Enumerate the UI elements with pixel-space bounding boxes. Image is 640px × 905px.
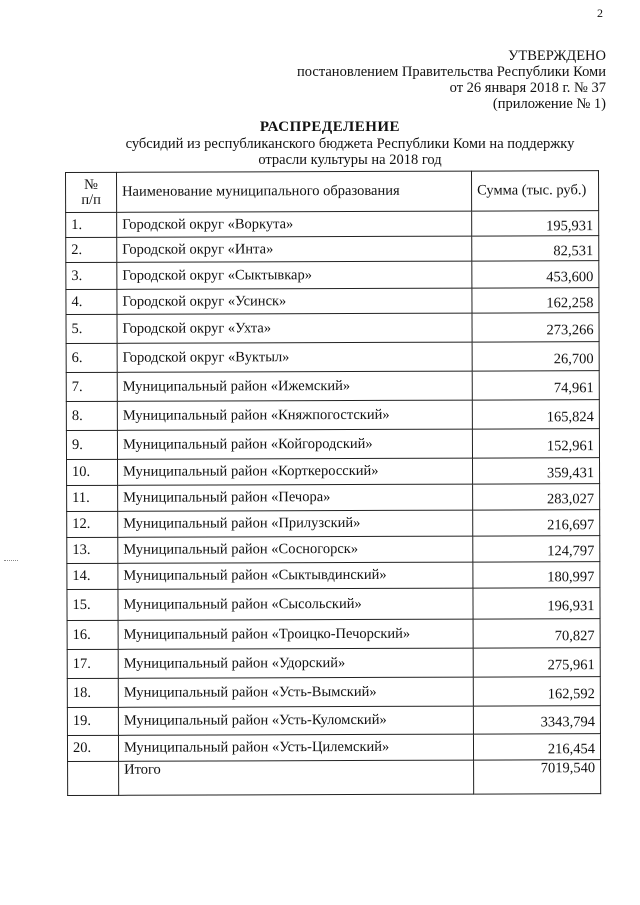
row-municipality: Муниципальный район «Усть-Цилемский»	[118, 734, 473, 761]
approval-line-approved: УТВЕРЖДЕНО	[508, 48, 606, 64]
table-row	[67, 734, 600, 762]
table-row	[66, 261, 599, 290]
table-row	[66, 211, 599, 238]
table-row	[67, 484, 600, 512]
row-number: 13.	[67, 537, 118, 563]
row-sum: 162,592	[473, 677, 600, 706]
row-municipality: Муниципальный район «Печора»	[118, 484, 473, 511]
row-municipality: Городской округ «Инта»	[117, 236, 472, 262]
row-number: 20.	[67, 735, 118, 761]
row-number: 16.	[67, 620, 118, 649]
row-number: 4.	[66, 289, 117, 314]
row-number: 6.	[66, 343, 117, 372]
approval-stamp	[297, 48, 606, 112]
row-number: 12.	[67, 511, 118, 537]
row-sum: 162,258	[472, 288, 599, 313]
table-row	[66, 371, 599, 402]
header-number-sign: №	[84, 176, 98, 193]
margin-mark	[4, 560, 18, 561]
total-sum: 7019,540	[474, 760, 601, 794]
row-municipality: Муниципальный район «Удорский»	[118, 648, 473, 678]
row-municipality: Муниципальный район «Сыктывдинский»	[118, 562, 473, 589]
row-number: 17.	[67, 649, 118, 678]
subtitle-line-1: субсидий из республиканского бюджета Республики Коми на поддержку	[125, 136, 575, 152]
document-subtitle	[30, 136, 640, 168]
row-number: 18.	[67, 678, 118, 707]
row-municipality: Муниципальный район «Ижемский»	[117, 371, 472, 401]
table-row	[67, 619, 600, 650]
table-row	[67, 458, 600, 486]
row-municipality: Муниципальный район «Княжпогостский»	[117, 400, 472, 430]
row-municipality: Городской округ «Сыктывкар»	[117, 261, 472, 289]
table-row	[66, 236, 599, 263]
table-row	[67, 706, 600, 736]
row-sum: 165,824	[472, 400, 599, 429]
row-number: 11.	[67, 485, 118, 511]
table-row	[67, 588, 600, 621]
row-municipality: Муниципальный район «Усть-Вымский»	[118, 677, 473, 707]
header-number	[66, 172, 117, 212]
approval-line-decree: постановлением Правительства Республики Коми	[297, 64, 606, 80]
table-row	[66, 288, 599, 315]
row-number: 5.	[66, 314, 117, 343]
row-number: 1.	[66, 212, 117, 237]
row-municipality: Муниципальный район «Койгородский»	[117, 429, 472, 459]
row-number: 8.	[66, 401, 117, 430]
row-number: 14.	[67, 563, 118, 589]
row-municipality: Муниципальный район «Корткеросский»	[118, 458, 473, 485]
approval-line-appendix: (приложение № 1)	[492, 96, 606, 112]
row-number: 10.	[67, 459, 118, 485]
row-municipality: Городской округ «Вуктыл»	[117, 342, 472, 372]
row-number: 3.	[66, 262, 117, 289]
table-row	[66, 400, 599, 431]
row-municipality: Муниципальный район «Прилузский»	[118, 510, 473, 537]
row-number: 2.	[66, 237, 117, 262]
table-row	[67, 677, 600, 708]
table-row	[67, 648, 600, 679]
row-municipality: Городской округ «Ухта»	[117, 313, 472, 343]
row-sum: 195,931	[472, 211, 599, 236]
row-sum: 152,961	[472, 429, 599, 458]
row-sum: 180,997	[473, 562, 600, 588]
table-header-row	[66, 171, 599, 213]
table-row	[66, 429, 599, 460]
row-number: 15.	[67, 589, 118, 620]
row-sum: 283,027	[473, 484, 600, 510]
row-number: 7.	[66, 372, 117, 401]
total-number-cell	[68, 761, 119, 795]
row-sum: 453,600	[472, 261, 599, 288]
total-label: Итого	[119, 760, 474, 795]
document-title: РАСПРЕДЕЛЕНИЕ	[259, 119, 401, 135]
row-municipality: Муниципальный район «Сысольский»	[118, 588, 473, 620]
header-municipality: Наименование муниципального образования	[117, 171, 472, 212]
row-municipality: Городской округ «Воркута»	[117, 211, 472, 237]
subsidy-distribution-table	[65, 170, 601, 796]
row-municipality: Муниципальный район «Троицко-Печорский»	[118, 619, 473, 649]
row-sum: 124,797	[473, 536, 600, 562]
table-body	[66, 211, 601, 762]
row-sum: 3343,794	[473, 706, 600, 734]
row-sum: 74,961	[472, 371, 599, 400]
table-row	[66, 313, 599, 344]
row-sum: 275,961	[473, 648, 600, 677]
row-sum: 26,700	[472, 342, 599, 371]
row-municipality: Городской округ «Усинск»	[117, 288, 472, 314]
approval-line-date: от 26 января 2018 г. № 37	[449, 80, 606, 96]
subtitle-line-2: отрасли культуры на 2018 год	[258, 152, 442, 168]
table-row	[67, 510, 600, 538]
table-row	[67, 536, 600, 564]
header-sum: Сумма (тыс. руб.)	[471, 171, 598, 211]
row-sum: 82,531	[472, 236, 599, 261]
row-sum: 196,931	[473, 588, 600, 619]
row-number: 19.	[67, 707, 118, 735]
row-sum: 359,431	[473, 458, 600, 484]
row-municipality: Муниципальный район «Сосногорск»	[118, 536, 473, 563]
total-row	[68, 760, 601, 796]
row-sum: 273,266	[472, 313, 599, 342]
page-number: 2	[597, 6, 603, 20]
header-number-pp: п/п	[81, 191, 101, 208]
row-number: 9.	[66, 430, 117, 459]
row-sum: 216,697	[473, 510, 600, 536]
row-municipality: Муниципальный район «Усть-Куломский»	[118, 706, 473, 735]
table-row	[66, 342, 599, 373]
row-sum: 216,454	[473, 734, 600, 760]
table-row	[67, 562, 600, 590]
row-sum: 70,827	[473, 619, 600, 648]
